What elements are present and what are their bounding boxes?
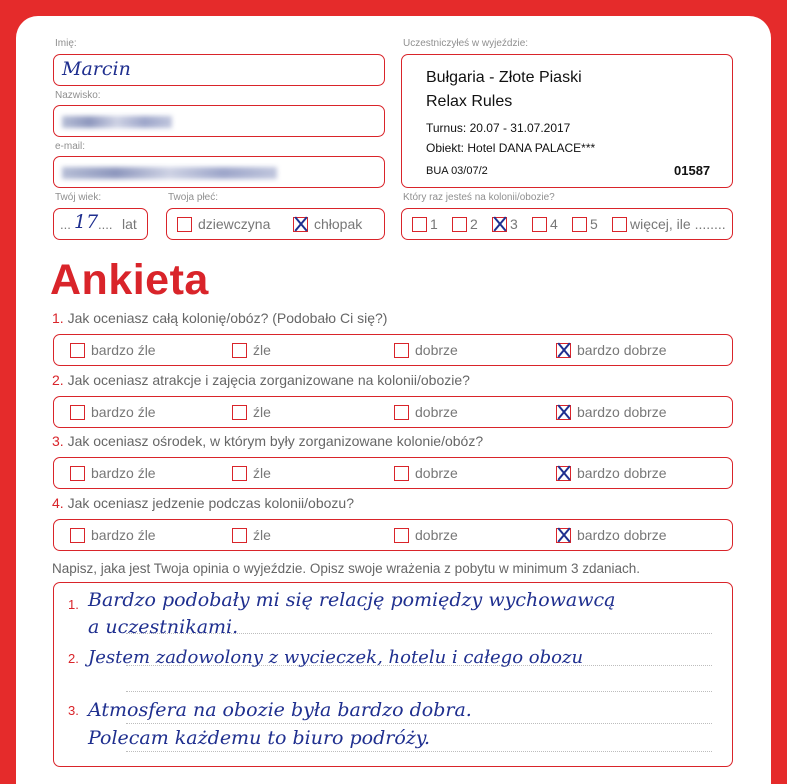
- question-number: 2.: [52, 372, 64, 388]
- question-number: 4.: [52, 495, 64, 511]
- trip-number: 01587: [674, 163, 711, 178]
- email-label: e-mail:: [55, 141, 86, 152]
- trip-destination: Bułgaria - Złote Piaski: [426, 69, 582, 86]
- answer-option-label: dobrze: [415, 465, 458, 482]
- opinion-line: Jestem zadowolony z wycieczek, hotelu i całego obozu: [88, 647, 584, 668]
- answer-option[interactable]: [556, 526, 667, 543]
- trip-turnus: Turnus: 20.07 - 31.07.2017: [426, 121, 571, 135]
- question-number: 1.: [52, 310, 64, 326]
- answer-option[interactable]: [232, 526, 271, 543]
- age-dots-right: ....: [98, 217, 113, 232]
- times-option-3[interactable]: 3: [492, 215, 518, 232]
- times-label: Który raz jesteś na kolonii/obozie?: [403, 192, 555, 203]
- age-field[interactable]: [53, 208, 148, 240]
- checkbox-checked[interactable]: [556, 343, 571, 358]
- opinion-number: 1.: [68, 597, 79, 612]
- checkbox-checked[interactable]: [293, 217, 308, 232]
- trip-box: [401, 54, 733, 188]
- answer-option-label: bardzo dobrze: [577, 527, 667, 544]
- email-field[interactable]: [53, 156, 385, 188]
- answer-option[interactable]: [70, 403, 156, 420]
- checkbox[interactable]: [394, 466, 409, 481]
- page-title: Ankieta: [50, 256, 209, 304]
- gender-label: Twoja płeć:: [168, 192, 219, 203]
- checkbox[interactable]: [412, 217, 427, 232]
- checkbox[interactable]: [70, 405, 85, 420]
- name-label: Imię:: [55, 38, 77, 49]
- gender-option-female[interactable]: dziewczyna: [177, 215, 270, 232]
- checkbox[interactable]: [394, 405, 409, 420]
- name-value: Marcin: [62, 58, 131, 80]
- gender-option-male[interactable]: chłopak: [293, 215, 362, 232]
- opinion-number: 3.: [68, 703, 79, 718]
- answer-option[interactable]: [556, 341, 667, 358]
- checkbox[interactable]: [232, 466, 247, 481]
- answer-option-label: bardzo dobrze: [577, 404, 667, 421]
- checkbox[interactable]: [70, 528, 85, 543]
- checkbox[interactable]: [70, 466, 85, 481]
- answer-option[interactable]: [232, 403, 271, 420]
- answer-option-label: źle: [253, 404, 271, 421]
- checkbox[interactable]: [177, 217, 192, 232]
- question-4: [52, 495, 354, 511]
- gender-field: [166, 208, 385, 240]
- answer-option-label: bardzo dobrze: [577, 342, 667, 359]
- opinion-number: 2.: [68, 651, 79, 666]
- trip-program: Relax Rules: [426, 93, 513, 110]
- ruled-line: [126, 723, 712, 724]
- answer-option[interactable]: [70, 526, 156, 543]
- answer-option[interactable]: [556, 403, 667, 420]
- question-1: [52, 310, 387, 326]
- opinion-line: Atmosfera na obozie była bardzo dobra.: [88, 699, 472, 721]
- age-value: 17: [74, 211, 99, 233]
- checkbox[interactable]: [394, 343, 409, 358]
- answer-option[interactable]: [394, 464, 458, 481]
- age-label: Twój wiek:: [55, 192, 102, 203]
- answer-option-label: bardzo dobrze: [577, 465, 667, 482]
- times-field: [401, 208, 733, 240]
- opinion-line: a uczestnikami.: [88, 616, 239, 638]
- checkbox-checked[interactable]: [492, 217, 507, 232]
- surname-field[interactable]: [53, 105, 385, 137]
- checkbox[interactable]: [232, 343, 247, 358]
- answer-option-label: bardzo źle: [91, 404, 156, 421]
- answer-option-label: źle: [253, 527, 271, 544]
- answer-row-3: [53, 457, 733, 489]
- answer-option-label: dobrze: [415, 404, 458, 421]
- age-unit: lat: [122, 216, 137, 232]
- opinion-line: Polecam każdemu to biuro podróży.: [88, 727, 431, 749]
- times-option-1[interactable]: 1: [412, 215, 438, 232]
- answer-option-label: źle: [253, 465, 271, 482]
- checkbox[interactable]: [232, 405, 247, 420]
- question-text: Jak oceniasz ośrodek, w którym były zorganizowane kolonie/obóz?: [67, 433, 484, 449]
- answer-row-1: [53, 334, 733, 366]
- answer-option-label: bardzo źle: [91, 465, 156, 482]
- answer-option[interactable]: [394, 526, 458, 543]
- times-option-2[interactable]: 2: [452, 215, 478, 232]
- checkbox[interactable]: [452, 217, 467, 232]
- answer-row-4: [53, 519, 733, 551]
- opinion-box[interactable]: [53, 582, 733, 767]
- checkbox[interactable]: [612, 217, 627, 232]
- checkbox-checked[interactable]: [556, 528, 571, 543]
- answer-option-label: źle: [253, 342, 271, 359]
- answer-option[interactable]: [70, 464, 156, 481]
- checkbox[interactable]: [70, 343, 85, 358]
- opinion-line: Bardzo podobały mi się relację pomiędzy wychowawcą: [88, 589, 616, 611]
- answer-row-2: [53, 396, 733, 428]
- ruled-line: [126, 751, 712, 752]
- answer-option-label: bardzo źle: [91, 342, 156, 359]
- answer-option-label: bardzo źle: [91, 527, 156, 544]
- checkbox[interactable]: [232, 528, 247, 543]
- answer-option[interactable]: [232, 464, 271, 481]
- checkbox[interactable]: [532, 217, 547, 232]
- surname-redacted: [62, 116, 172, 128]
- question-number: 3.: [52, 433, 64, 449]
- times-option-4[interactable]: 4: [532, 215, 558, 232]
- ruled-line: [126, 691, 712, 692]
- times-option-more[interactable]: więcej, ile ........: [612, 215, 726, 232]
- times-option-5[interactable]: 5: [572, 215, 598, 232]
- question-text: Jak oceniasz jedzenie podczas kolonii/obozu?: [67, 495, 354, 511]
- question-text: Jak oceniasz całą kolonię/obóz? (Podobało Ci się?): [67, 310, 388, 326]
- email-redacted: [62, 167, 277, 179]
- answer-option-label: dobrze: [415, 342, 458, 359]
- answer-option[interactable]: [232, 341, 271, 358]
- question-2: [52, 372, 470, 388]
- checkbox[interactable]: [572, 217, 587, 232]
- checkbox-checked[interactable]: [556, 405, 571, 420]
- answer-option-label: dobrze: [415, 527, 458, 544]
- answer-option[interactable]: [556, 464, 667, 481]
- surname-label: Nazwisko:: [55, 90, 101, 101]
- name-field[interactable]: [53, 54, 385, 86]
- age-dots-left: ...: [60, 217, 71, 232]
- trip-code: BUA 03/07/2: [426, 165, 488, 177]
- trip-obiekt: Obiekt: Hotel DANA PALACE***: [426, 141, 596, 155]
- opinion-prompt: Napisz, jaka jest Twoja opinia o wyjeździe. Opisz swoje wrażenia z pobytu w minimum 3 zdaniach.: [52, 561, 641, 576]
- checkbox-checked[interactable]: [556, 466, 571, 481]
- answer-option[interactable]: [394, 341, 458, 358]
- checkbox[interactable]: [394, 528, 409, 543]
- trip-label: Uczestniczyłeś w wyjeździe:: [403, 38, 529, 49]
- question-3: [52, 433, 483, 449]
- question-text: Jak oceniasz atrakcje i zajęcia zorganizowane na kolonii/obozie?: [67, 372, 470, 388]
- answer-option[interactable]: [70, 341, 156, 358]
- answer-option[interactable]: [394, 403, 458, 420]
